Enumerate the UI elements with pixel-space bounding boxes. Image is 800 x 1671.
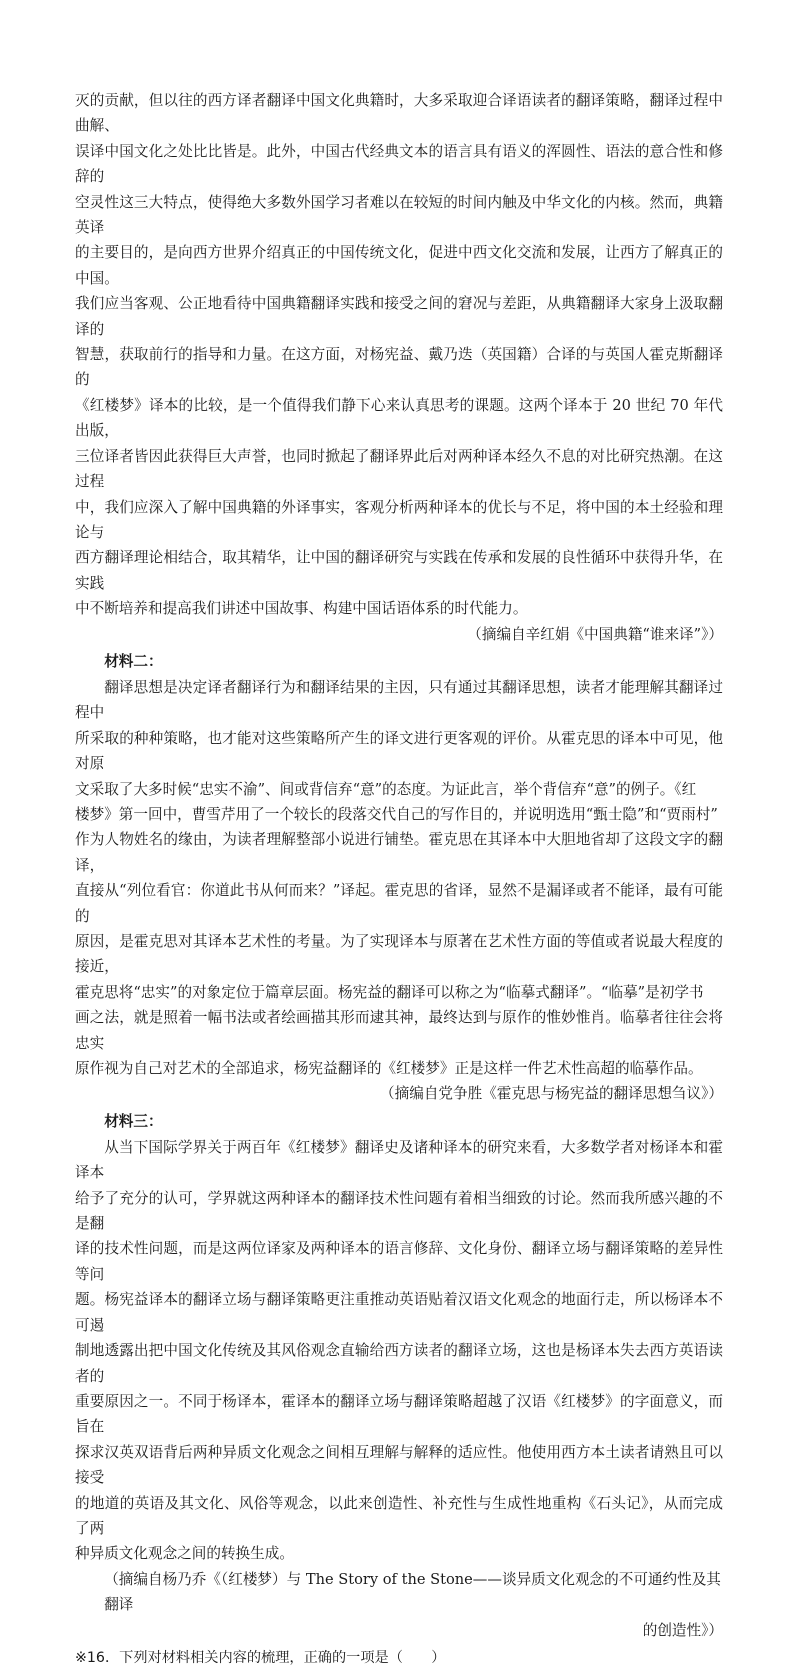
material3-line: 从当下国际学界关于两百年《红楼梦》翻译史及诸种译本的研究来看，大多数学者对杨译本和霍译本	[75, 1138, 723, 1182]
material1-line: 三位译者皆因此获得巨大声誉，也同时掀起了翻译界此后对两种译本经久不息的对比研究热潮。在这过程	[75, 447, 723, 491]
material1-source: （摘编自辛红娟《中国典籍“谁来译”》）	[467, 625, 723, 643]
material3-line: 探求汉英双语背后两种异质文化观念之间相互理解与解释的适应性。他使用西方本土读者请熟且可以接受	[75, 1443, 723, 1487]
material2-source: （摘编自党争胜《霍克思与杨宪益的翻译思想刍议》）	[380, 1085, 723, 1103]
material2-line: 画之法，就是照着一幅书法或者绘画描其形而逮其神，最终达到与原作的惟妙惟肖。临摹者往往会将忠实	[75, 1009, 723, 1052]
material2-line: 作为人物姓名的缘由，为读者理解整部小说进行铺垫。霍克思在其译本中大胆地省却了这段文字的翻译，	[75, 831, 723, 874]
material1-line: 空灵性这三大特点，使得绝大多数外国学习者难以在较短的时间内触及中华文化的内核。然而，典籍英译	[75, 193, 723, 237]
material2-text	[75, 675, 723, 1082]
material3-line: 种异质文化观念之间的转换生成。	[75, 1545, 294, 1563]
material3-text	[75, 1135, 723, 1567]
material1-line: 我们应当客观、公正地看待中国典籍翻译实践和接受之间的窘况与差距，从典籍翻译大家身上汲取翻译的	[75, 295, 723, 338]
question-16: ※16．下列对材料相关内容的梳理，正确的一项是（ ）	[75, 1649, 446, 1666]
material3-line: 给予了充分的认可，学界就这两种译本的翻译技术性问题有着相当细致的讨论。然而我所感兴趣的不是翻	[75, 1189, 723, 1233]
material1-line: 中，我们应深入了解中国典籍的外译事实，客观分析两种译本的优长与不足，将中国的本土经验和理论与	[75, 498, 723, 541]
material2-line: 翻译思想是决定译者翻译行为和翻译结果的主因，只有通过其翻译思想，读者才能理解其翻译过程中	[75, 678, 723, 722]
material3-line: 制地透露出把中国文化传统及其风俗观念直输给西方读者的翻译立场，这也是杨译本失去西方英语读者的	[75, 1342, 723, 1385]
material2-heading: 材料二：	[104, 652, 163, 670]
document-page	[75, 88, 723, 1671]
material1-line: 的主要目的，是向西方世界介绍真正的中国传统文化，促进中西文化交流和发展，让西方了解真正的中国。	[75, 244, 723, 287]
material2-line: 文采取了大多时候“忠实不渝”、间或背信弃“意”的态度。为证此言，举个背信弃“意”的例子。《红	[75, 780, 697, 798]
material2-line: 直接从“列位看官：你道此书从何而来？”译起。霍克思的省译，显然不是漏译或者不能译，最有可能的	[75, 882, 723, 925]
material2-line: 原因，是霍克思对其译本艺术性的考量。为了实现译本与原著在艺术性方面的等值或者说最大程度的接近，	[75, 933, 723, 976]
material1-line: 中不断培养和提高我们讲述中国故事、构建中国话语体系的时代能力。	[75, 600, 528, 618]
material1-line: 灭的贡献，但以往的西方译者翻译中国文化典籍时，大多采取迎合译语读者的翻译策略，翻译过程中曲解、	[75, 92, 723, 135]
material3-source-line1: （摘编自杨乃乔《（红楼梦）与 The Story of the Stone——谈异质文化观念的不可通约性及其翻译	[104, 1570, 721, 1614]
material2-line: 霍克思将“忠实”的对象定位于篇章层面。杨宪益的翻译可以称之为“临摹式翻译”。“临摹”是初学书	[75, 983, 704, 1001]
material3-line: 的地道的英语及其文化、风俗等观念，以此来创造性、补充性与生成性地重构《石头记》，从而完成了两	[75, 1494, 723, 1537]
material2-line: 原作视为自己对艺术的全部追求，杨宪益翻译的《红楼梦》正是这样一件艺术性高超的临摹作品。	[75, 1060, 703, 1078]
material1-text	[75, 88, 723, 622]
material2-line: 所采取的种种策略，也才能对这些策略所产生的译文进行更客观的评价。从霍克思的译本中可见，他对原	[75, 729, 723, 773]
material1-line: 误译中国文化之处比比皆是。此外，中国古代经典文本的语言具有语义的浑圆性、语法的意合性和修辞的	[75, 142, 723, 186]
material1-line: 智慧，获取前行的指导和力量。在这方面，对杨宪益、戴乃迭（英国籍）合译的与英国人霍克斯翻译的	[75, 346, 723, 389]
material3-line: 重要原因之一。不同于杨译本，霍译本的翻译立场与翻译策略超越了汉语《红楼梦》的字面意义，而旨在	[75, 1392, 723, 1436]
material3-line: 题。杨宪益译本的翻译立场与翻译策略更注重推动英语贴着汉语文化观念的地面行走，所以杨译本不可遏	[75, 1291, 723, 1334]
material1-line: 西方翻译理论相结合，取其精华，让中国的翻译研究与实践在传承和发展的良性循环中获得升华，在实践	[75, 549, 723, 592]
material3-heading: 材料三：	[104, 1112, 163, 1130]
material2-line: 楼梦》第一回中，曹雪芹用了一个较长的段落交代自己的写作目的，并说明选用“甄士隐”和“贾雨村”	[75, 805, 718, 823]
material3-source-line2: 的创造性》）	[642, 1621, 723, 1639]
material1-line: 《红楼梦》译本的比较，是一个值得我们静下心来认真思考的课题。这两个译本于 20 世纪 70 年代出版，	[75, 396, 723, 440]
material3-line: 译的技术性问题，而是这两位译家及两种译本的语言修辞、文化身份、翻译立场与翻译策略的差异性等问	[75, 1240, 723, 1283]
